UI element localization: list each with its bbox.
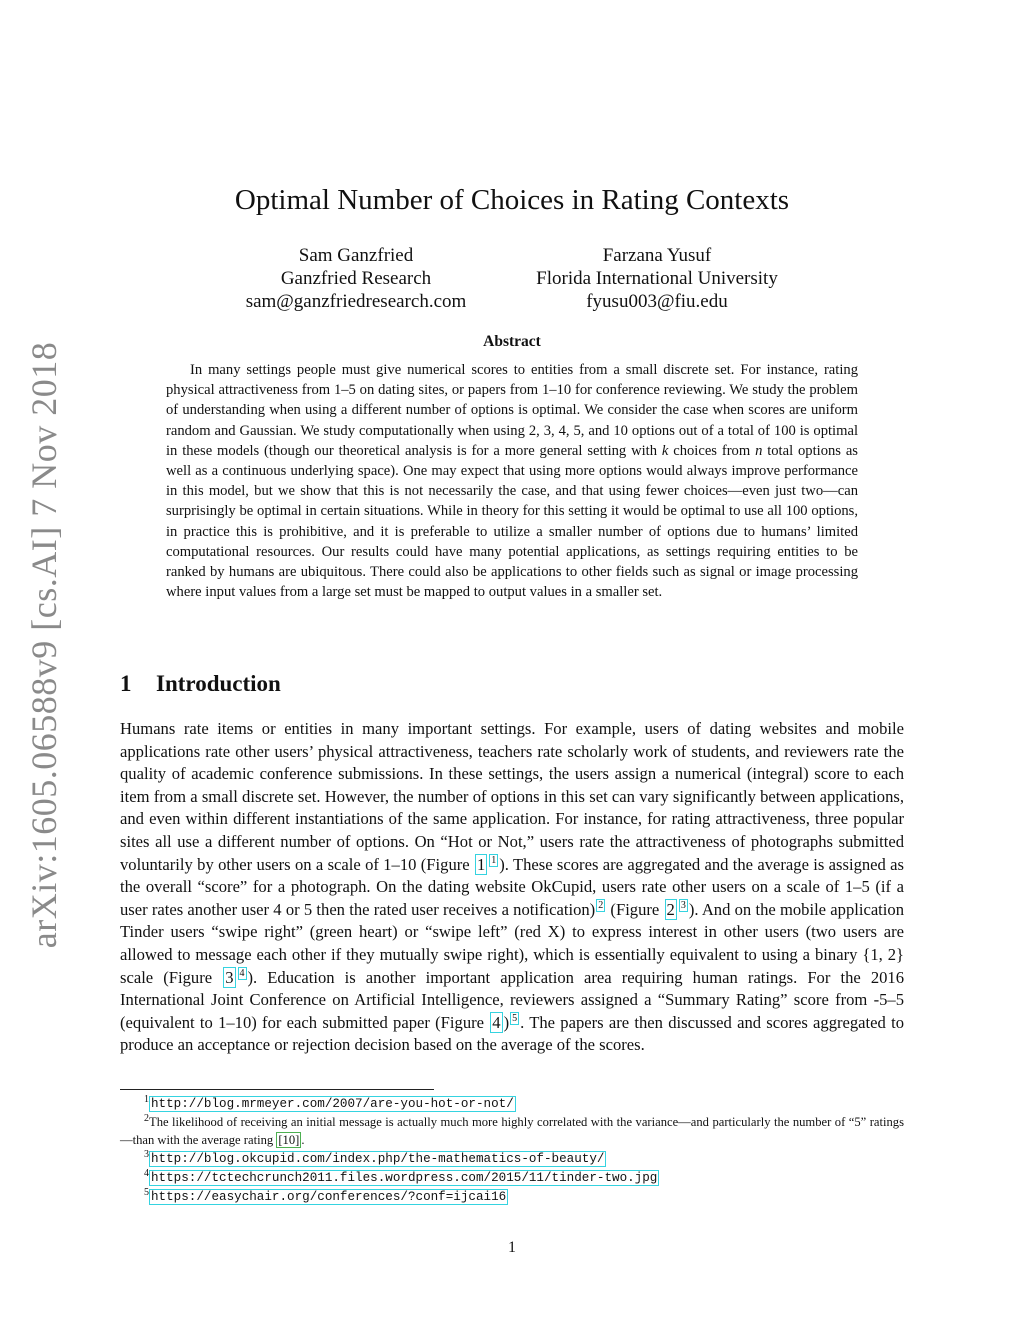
intro-text: (Figure [606, 899, 664, 919]
math-binary-set: {1, 2} [862, 944, 904, 964]
footnote-mark: 5 [144, 1186, 149, 1198]
abstract-text [166, 360, 858, 602]
author-affiliation: Florida International University [536, 268, 778, 289]
author-block-2 [477, 244, 837, 313]
footnote-2-link[interactable]: 2 [598, 900, 604, 912]
figure-2-link[interactable]: 2 [666, 899, 675, 919]
intro-text: ). And on the mobile application Tinder users “swipe right” (green heart) or “swipe left” (red X) to express interest in other users (two users are allowed to message each other if they mutually swipe right), which is essentially equivalent to using a binary [120, 899, 905, 964]
footnote-5 [120, 1187, 904, 1206]
abstract-part: choices from [668, 442, 756, 459]
section-title: Introduction [156, 671, 281, 696]
footnote-1-link[interactable]: 1 [491, 855, 497, 867]
abstract-heading: Abstract [483, 333, 541, 350]
author-affiliation: Ganzfried Research [280, 268, 432, 289]
arxiv-stamp-text: arXiv:1605.06588v9 [cs.AI] 7 Nov 2018 [24, 341, 65, 949]
abstract-part: In many settings people must give numerical scores to entities from a small discrete set. For instance, rating physical attractiveness from 1–5 on dating sites, or papers from 1–10 for conference reviewing. We study the problem of understanding when using a different number of options is optimal. We consider the case when scores are uniform random and Gaussian. We study computationally when using 2, 3, 4, 5, and 10 options out of a total of 100 is optimal in these models (though our theoretical analysis is for a more general setting with [166, 362, 858, 459]
footnotes [120, 1094, 904, 1206]
intro-text: scale (Figure [120, 967, 223, 987]
author-email[interactable]: sam@ganzfriedresearch.com [245, 291, 467, 312]
arxiv-sidebar-stamp [20, 341, 68, 949]
footnote-mark: 3 [144, 1148, 149, 1160]
footnote-url-link[interactable]: https://easychair.org/conferences/?conf=ijcai16 [151, 1190, 507, 1204]
intro-text: ). These scores are aggregated and the average is assigned as the overall “score” for a photograph. On the dating website OkCupid, users rate other users on a scale of 1–5 (if a user rates another user 4 or 5 then the rated user receives a notification) [120, 854, 904, 919]
footnote-text: The likelihood of receiving an initial message is actually much more highly correlated with the variance—and particularly the number of “5” ratings—than with the average rating [120, 1115, 904, 1147]
footnote-text-end: . [301, 1133, 305, 1147]
author-name: Farzana Yusuf [602, 245, 712, 266]
footnote-3 [120, 1149, 904, 1168]
intro-text: ). Education is another important application area requiring human ratings. For the 2016 International Joint Conference on Artificial Intelligence, reviewers assigned a “Summary Rating” score from -5–5 (equivalent to 1–10) for each submitted paper (Figure [120, 967, 905, 1032]
footnote-mark: 1 [144, 1093, 149, 1105]
section-number: 1 [120, 671, 132, 696]
footnote-5-link[interactable]: 5 [512, 1013, 518, 1025]
paper-title: Optimal Number of Choices in Rating Contexts [234, 184, 790, 216]
math-var-k: k [661, 442, 669, 459]
introduction-paragraph [120, 718, 904, 1057]
abstract-part: total options as well as a continuous underlying space). One may expect that using more options would always improve performance in this model, but we show that this is not necessarily the case, and that using fewer choices—even just two—can surprisingly be optimal in certain situations. While in theory for this setting it would be optimal to use all 100 options, in practice this is prohibitive, and it is preferable to utilize a smaller number of options due to humans’ limited computational resources. Our results could have many potential applications, as settings requiring entities to be ranked by humans are ubiquitous. There could also be applications to other fields such as signal or image processing where input values from a large set must be mapped to output values in a smaller set. [166, 442, 858, 601]
footnote-3-link[interactable]: 3 [680, 900, 686, 912]
footnote-divider [120, 1089, 434, 1090]
footnote-url-link[interactable]: http://blog.mrmeyer.com/2007/are-you-hot-or-not/ [151, 1097, 514, 1111]
footnote-1 [120, 1094, 904, 1113]
figure-4-link[interactable]: 4 [492, 1012, 501, 1032]
page-number: 1 [508, 1239, 516, 1256]
footnote-2 [120, 1113, 904, 1149]
author-name: Sam Ganzfried [298, 245, 414, 266]
footnote-mark: 2 [144, 1112, 149, 1124]
figure-1-link[interactable]: 1 [476, 854, 486, 874]
intro-text: ) [503, 1012, 510, 1032]
footnote-url-link[interactable]: http://blog.okcupid.com/index.php/the-mathematics-of-beauty/ [151, 1152, 605, 1166]
intro-text: . The papers are then discussed and scores aggregated to produce an acceptance or rejection decision based on the average of the scores. [120, 1012, 904, 1055]
section-heading-introduction [120, 671, 281, 697]
citation-link[interactable]: [10] [278, 1133, 300, 1147]
author-email[interactable]: fyusu003@fiu.edu [586, 291, 728, 312]
footnote-url-link[interactable]: https://tctechcrunch2011.files.wordpress.com/2015/11/tinder-two.jpg [151, 1171, 658, 1185]
footnote-4-link[interactable]: 4 [239, 968, 245, 979]
intro-text: Humans rate items or entities in many important settings. For example, users of dating websites and mobile applications rate other users’ physical attractiveness, teachers rate scholarly work of students, and reviewers rate the quality of academic conference submissions. In these settings, the users assign a numerical (integral) score to each item from a small discrete set. However, the number of options in this set can vary significantly between applications, and even within different instantiations of the same application. For instance, for rating attractiveness, three popular sites all use a different number of options. On “Hot or Not,” users rate the attractiveness of photographs submitted voluntarily by other users on a scale of 1–10 (Figure [120, 719, 904, 874]
figure-3-link[interactable]: 3 [225, 967, 234, 987]
footnote-4 [120, 1168, 904, 1187]
math-var-n: n [755, 442, 763, 459]
footnote-mark: 4 [144, 1167, 149, 1179]
